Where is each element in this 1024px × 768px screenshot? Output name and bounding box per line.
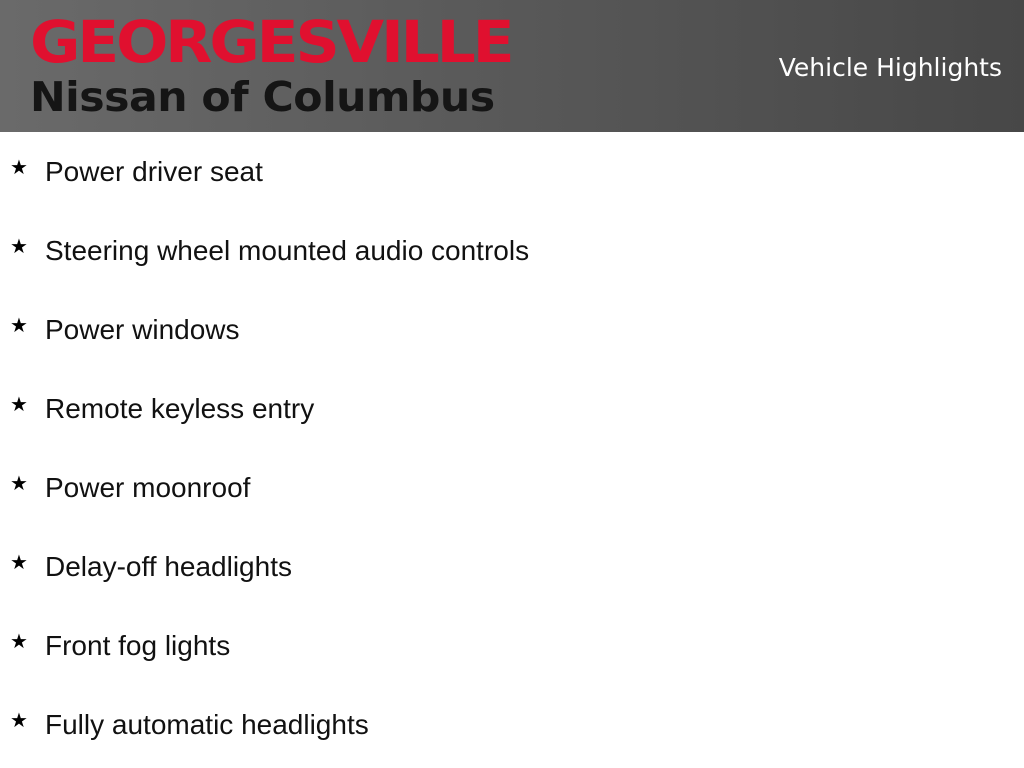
star-icon: ★	[10, 315, 28, 337]
star-icon: ★	[10, 394, 28, 416]
highlight-label: Delay-off headlights	[45, 551, 292, 582]
list-item	[0, 211, 1024, 290]
star-icon: ★	[10, 552, 28, 574]
star-icon: ★	[10, 236, 28, 258]
highlight-label: Steering wheel mounted audio controls	[45, 235, 530, 266]
highlight-label: Power moonroof	[45, 472, 251, 503]
list-item	[0, 685, 1024, 764]
highlight-label: Front fog lights	[45, 630, 231, 661]
header-banner	[0, 0, 1024, 132]
star-icon: ★	[10, 473, 28, 495]
list-item	[0, 527, 1024, 606]
list-item	[0, 369, 1024, 448]
list-item	[0, 132, 1024, 211]
dealer-logo	[30, 8, 575, 122]
list-item	[0, 290, 1024, 369]
highlight-label: Power windows	[45, 314, 240, 345]
star-icon: ★	[10, 631, 28, 653]
list-item	[0, 606, 1024, 685]
highlight-label: Fully automatic headlights	[45, 709, 369, 740]
highlight-label: Remote keyless entry	[45, 393, 315, 424]
page-title: Vehicle Highlights	[778, 53, 1002, 82]
vehicle-highlights-list	[0, 132, 1024, 764]
list-item	[0, 448, 1024, 527]
logo-line-nissan-of-columbus: Nissan of Columbus	[30, 73, 495, 121]
highlight-label: Power driver seat	[45, 156, 263, 187]
logo-line-georgesville: GEORGESVILLE	[30, 8, 512, 76]
star-icon: ★	[10, 157, 28, 179]
star-icon: ★	[10, 710, 28, 732]
